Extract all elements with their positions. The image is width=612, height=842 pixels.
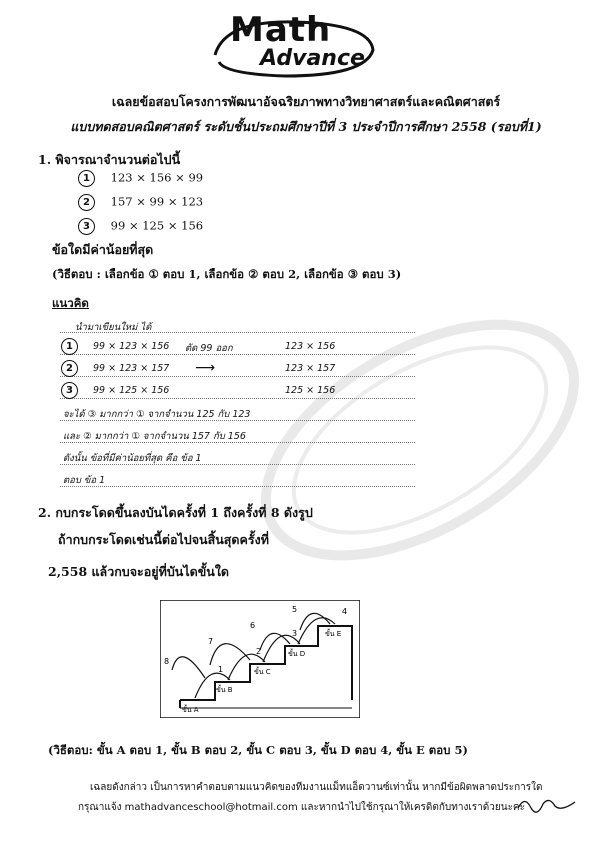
jump-label: 1 (218, 665, 224, 674)
footer-disclaimer: เฉลยดังกล่าว เป็นการหาคำตอบตามแนวคิดของทีมงานแม็ทแอ็ดวานซ์เท่านั้น หากมีข้อผิดพลาดประการใด (90, 782, 543, 793)
math-advance-logo (205, 10, 380, 80)
solution-line: 99 × 123 × 157 (93, 363, 170, 374)
jump-label: 5 (292, 605, 298, 614)
footer-contact: กรุณาแจ้ง mathadvanceschool@hotmail.com และหากนำไปใช้กรุณาให้เครดิตกับทางเราด้วยนะคะ (78, 802, 525, 813)
circle-3-icon: 3 (61, 382, 78, 399)
jump-label: 2 (256, 647, 262, 656)
solution-line: ดังนั้น ข้อที่มีค่าน้อยที่สุด คือ ข้อ 1 (63, 453, 202, 464)
q2-answer-format: (วิธีตอบ: ขั้น A ตอบ 1, ขั้น B ตอบ 2, ขั้น C ตอบ 3, ขั้น D ตอบ 4, ขั้น E ตอบ 5) (48, 743, 468, 757)
q1-option-1-expr: 123 × 156 × 99 (110, 170, 204, 185)
q2-question-line3: 2,558 แล้วกบจะอยู่ที่บันไดขั้นใด (48, 564, 230, 579)
q1-option-2 (78, 194, 203, 211)
staircase-figure (160, 600, 360, 718)
logo-text-advance: Advance (260, 46, 365, 71)
document-title: เฉลยข้อสอบโครงการพัฒนาอัจฉริยภาพทางวิทยาศาสตร์และคณิตศาสตร์ (111, 94, 501, 109)
q1-prompt: ข้อใดมีค่าน้อยที่สุด (52, 242, 154, 257)
solution-result: 123 × 156 (285, 341, 336, 352)
solution-note: ตัด 99 ออก (185, 343, 233, 354)
signature-icon (515, 790, 580, 820)
jump-label: 8 (164, 657, 170, 666)
q1-option-3 (78, 218, 203, 235)
q1-option-3-expr: 99 × 125 × 156 (110, 218, 204, 233)
solution-result: 123 × 157 (285, 363, 336, 374)
solution-result: 125 × 156 (285, 385, 336, 396)
solution-line: จะได้ ③ มากกว่า ① จากจำนวน 125 กับ 123 (63, 409, 251, 420)
arrow-right-icon: ⟶ (195, 360, 216, 376)
solution-line: และ ② มากกว่า ① จากจำนวน 157 กับ 156 (63, 431, 246, 442)
jump-label: 6 (250, 621, 256, 630)
circle-3-icon: 3 (78, 218, 95, 235)
q2-question-line2: ถ้ากบกระโดดเช่นนี้ต่อไปจนสิ้นสุดครั้งที่ (58, 532, 269, 547)
q2-question-line1: 2. กบกระโดดขึ้นลงบันไดครั้งที่ 1 ถึงครั้งที่ 8 ดังรูป (38, 505, 313, 520)
q1-solution-label: แนวคิด (52, 296, 89, 310)
q1-answer-format: (วิธีตอบ : เลือกข้อ ① ตอบ 1, เลือกข้อ ② ตอบ 2, เลือกข้อ ③ ตอบ 3) (52, 267, 402, 281)
solution-line: 99 × 123 × 156 (93, 341, 170, 352)
q1-option-2-expr: 157 × 99 × 123 (110, 194, 204, 209)
jump-label: 3 (292, 629, 298, 638)
jump-label: 7 (208, 637, 214, 646)
step-label: ขั้น A (182, 706, 199, 714)
logo-text-math: Math (230, 10, 332, 50)
circle-2-icon: 2 (78, 194, 95, 211)
circle-1-icon: 1 (61, 338, 78, 355)
jump-label: 4 (342, 607, 348, 616)
q1-option-1 (78, 170, 203, 187)
circle-1-icon: 1 (78, 170, 95, 187)
step-label: ขั้น D (288, 650, 306, 658)
document-subtitle: แบบทดสอบคณิตศาสตร์ ระดับชั้นประถมศึกษาปีที่ 3 ประจำปีการศึกษา 2558 (รอบที่1) (70, 119, 542, 134)
step-label: ขั้น C (254, 668, 271, 676)
q1-solution-block (55, 318, 435, 488)
step-label: ขั้น B (216, 686, 233, 694)
solution-line: 99 × 125 × 156 (93, 385, 170, 396)
step-label: ขั้น E (325, 630, 342, 638)
solution-line: นำมาเขียนใหม่ ได้ (75, 322, 152, 333)
circle-2-icon: 2 (61, 360, 78, 377)
solution-answer: ตอบ ข้อ 1 (63, 475, 106, 486)
q1-question: 1. พิจารณาจำนวนต่อไปนี้ (38, 152, 181, 167)
